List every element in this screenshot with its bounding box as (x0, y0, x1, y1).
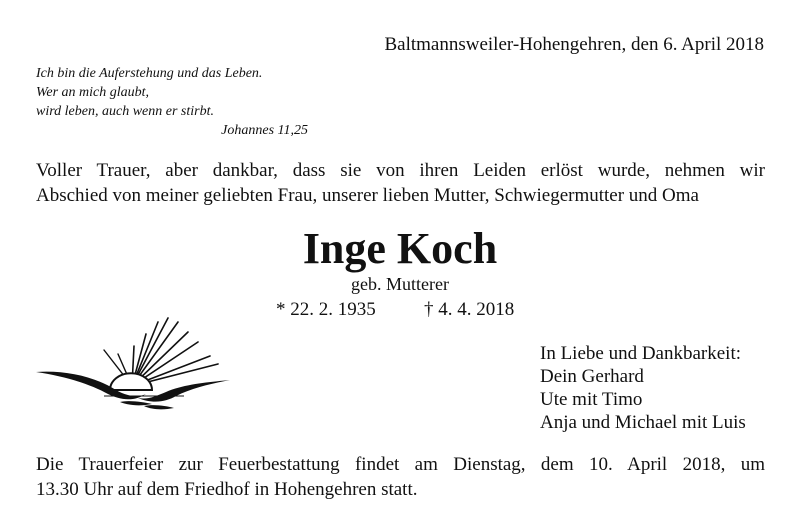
funeral-service-info (36, 452, 765, 502)
verse-line: Ich bin die Auferstehung und das Leben. (36, 66, 263, 81)
rising-sun-with-birds-icon (34, 310, 234, 420)
verse-line: wird leben, auch wenn er stirbt. (36, 104, 214, 119)
bible-verse (36, 64, 336, 140)
maiden-name: geb. Mutterer (351, 274, 449, 294)
service-line: Die Trauerfeier zur Feuerbestattung findet am Dienstag, dem 10. April 2018, um (36, 454, 765, 475)
signature-line: In Liebe und Dankbarkeit: (540, 343, 742, 364)
signature-line: Ute mit Timo (540, 389, 643, 410)
death-date: † 4. 4. 2018 (424, 299, 515, 320)
intro-line: Voller Trauer, aber dankbar, dass sie von ihren Leiden erlöst wurde, nehmen wir (36, 160, 765, 181)
intro-line: Abschied von meiner geliebten Frau, unserer lieben Mutter, Schwiegermutter und Oma (36, 185, 699, 206)
service-line: 13.30 Uhr auf dem Friedhof in Hohengehren statt. (36, 479, 418, 500)
signature-line: Dein Gerhard (540, 366, 644, 387)
signature-line: Anja und Michael mit Luis (540, 412, 746, 433)
deceased-name: Inge Koch (302, 224, 498, 273)
intro-text (36, 158, 765, 208)
verse-reference: Johannes 11,25 (221, 123, 308, 138)
verse-line: Wer an mich glaubt, (36, 85, 150, 100)
birth-date: * 22. 2. 1935 (276, 299, 376, 320)
place-and-date: Baltmannsweiler-Hohengehren, den 6. April 2018 (384, 34, 764, 55)
signatures (540, 342, 746, 434)
